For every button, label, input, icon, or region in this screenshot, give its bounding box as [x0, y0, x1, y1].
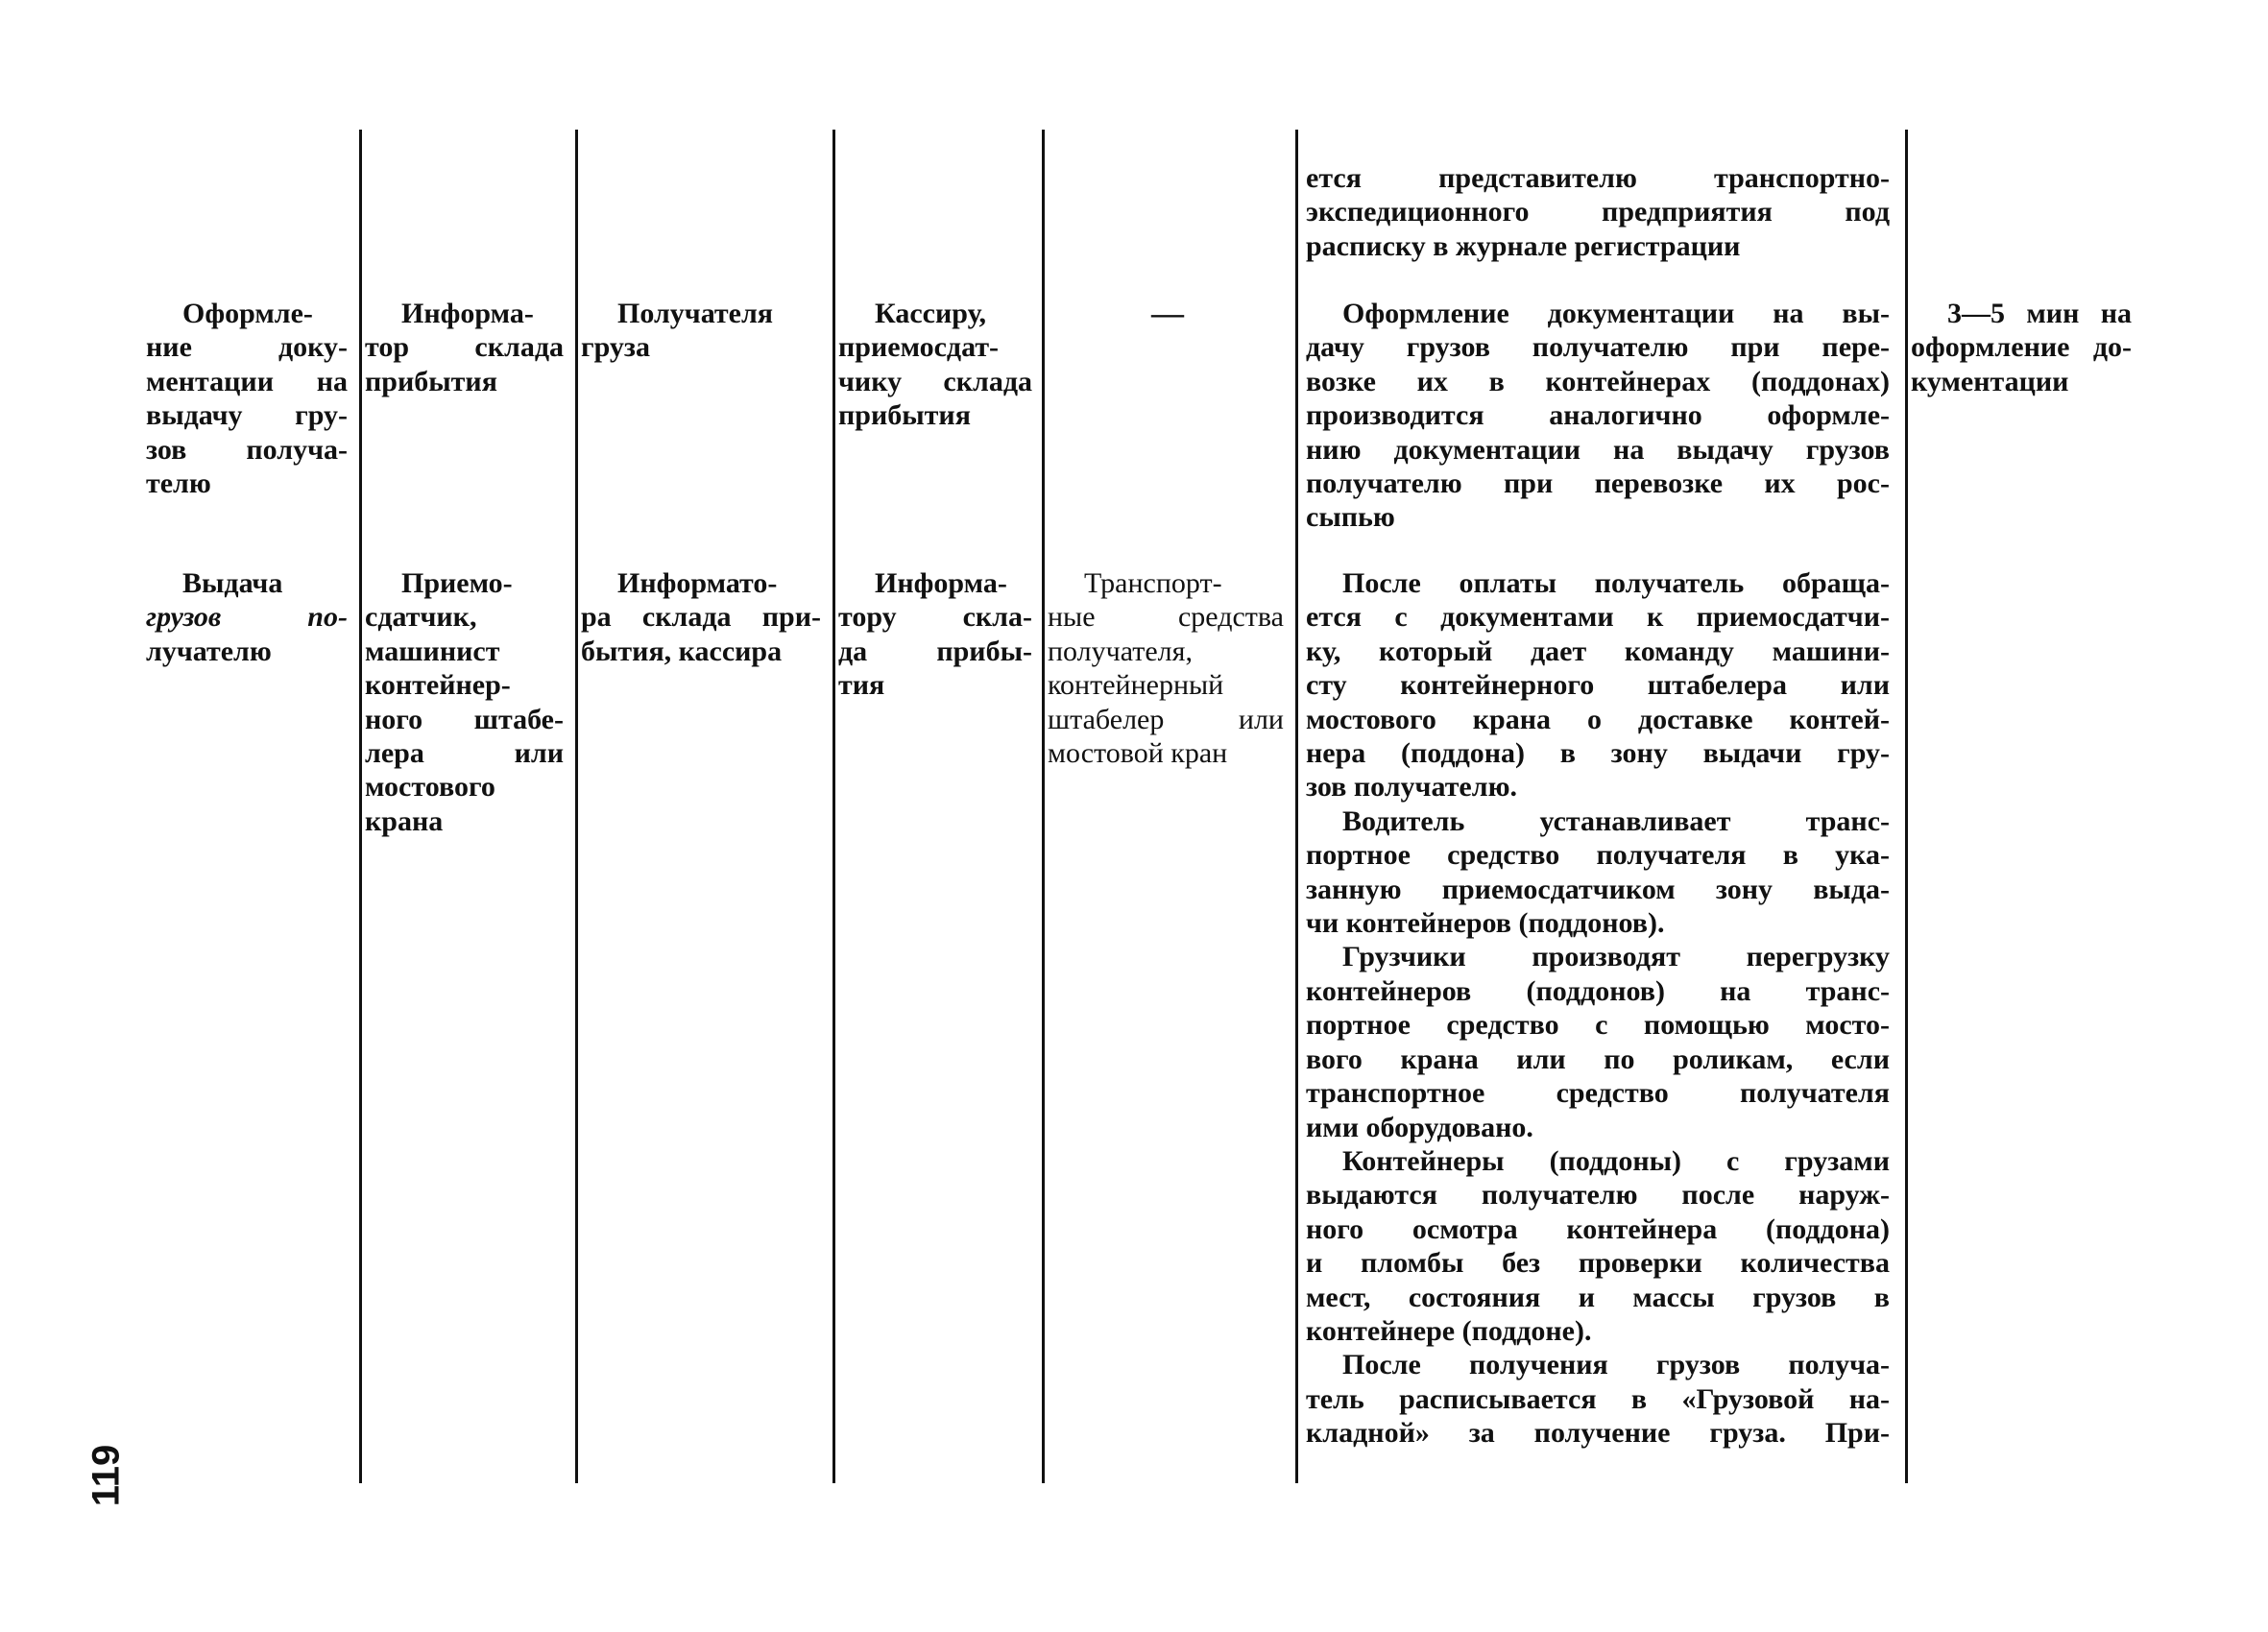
text-line: Оформление документации на вы-	[1342, 298, 1890, 329]
column-divider	[1295, 130, 1298, 1483]
text-line: дачу грузов получателю при пере-	[1306, 331, 1890, 364]
text-line: ется с документами к приемосдатчи-	[1306, 601, 1890, 634]
row1-executor	[365, 297, 564, 398]
text-line: ку, который дает команду машини-	[1306, 635, 1890, 667]
text-line: и пломбы без проверки количества	[1306, 1247, 1890, 1280]
text-line: контейнер-	[365, 669, 511, 702]
continuation-text	[1306, 161, 1890, 263]
text-line: зов получателю.	[1306, 771, 1518, 804]
text-line: портное средство с помощью мосто-	[1306, 1009, 1890, 1042]
text-line: тору скла-	[838, 601, 1032, 634]
text-line: крана	[365, 804, 444, 837]
text-line: машинист	[365, 635, 500, 667]
row2-document-from	[581, 566, 821, 668]
text-line: 3—5 мин на	[1947, 298, 2132, 329]
text-line: нера (поддона) в зону выдачи гру-	[1306, 737, 1890, 770]
text-line: получателя,	[1048, 635, 1193, 667]
row2-equipment	[1048, 566, 1284, 770]
text-line: Грузчики производят перегрузку	[1342, 941, 1890, 973]
text-line: экспедиционного предприятия под	[1306, 196, 1890, 228]
text-line: нию документации на выдачу грузов	[1306, 433, 1890, 466]
text-line: чику склада	[838, 365, 1032, 397]
text-line: вого крана или по роликам, если	[1306, 1043, 1890, 1075]
text-line: сыпью	[1306, 501, 1395, 534]
text-line: штабелер или	[1048, 703, 1284, 735]
row1-description	[1306, 297, 1890, 535]
text-line: Информа-	[875, 567, 1007, 599]
column-divider	[832, 130, 835, 1483]
description-paragraph	[1306, 1144, 1890, 1348]
description-paragraph	[1306, 804, 1890, 941]
text-line: Кассиру,	[875, 298, 987, 329]
row2-operation	[146, 566, 348, 668]
text-line: тель расписывается в «Грузовой на-	[1306, 1382, 1890, 1415]
text-line: тор склада	[365, 331, 564, 364]
text-line: ется представителю транспортно-	[1306, 162, 1890, 194]
text-line: ра склада при-	[581, 601, 821, 634]
text-line: возке их в контейнерах (поддонах)	[1306, 365, 1890, 397]
text-line: выдаются получателю после наруж-	[1306, 1179, 1890, 1212]
text-line: телю	[146, 468, 211, 500]
text-line: контейнеров (поддонов) на транс-	[1306, 974, 1890, 1007]
text-line: мостовой кран	[1048, 737, 1228, 770]
text-line: тия	[838, 669, 885, 702]
text-line: мостового крана о доставке контей-	[1306, 703, 1890, 735]
text-line: Приемо-	[401, 567, 513, 599]
text-line: получателю при перевозке их рос-	[1306, 468, 1890, 500]
text-line: Транспорт-	[1084, 567, 1222, 599]
text-line: Контейнеры (поддоны) с грузами	[1342, 1144, 1890, 1177]
text-line: прибытия	[838, 399, 971, 432]
row2-description	[1306, 566, 1890, 1451]
text-line: лучателю	[146, 635, 272, 667]
row1-document-from	[581, 297, 821, 365]
text-line: чи контейнеров (поддонов).	[1306, 907, 1665, 940]
row2-document-to	[838, 566, 1032, 703]
text-line: прибытия	[365, 365, 497, 397]
description-paragraph	[1306, 1348, 1890, 1450]
text-line: расписку в журнале регистрации	[1306, 229, 1741, 262]
text-line: зов получа-	[146, 433, 348, 466]
text-line: Выдача	[182, 567, 283, 599]
text-line: контейнере (поддоне).	[1306, 1314, 1592, 1347]
text-line: ние доку-	[146, 331, 348, 364]
text-line: портное средство получателя в ука-	[1306, 839, 1890, 872]
text-line: ментации на	[146, 365, 348, 397]
text-line: занную приемосдатчиком зону выда-	[1306, 873, 1890, 905]
text-line: Оформле-	[182, 298, 313, 329]
text-line: мостового	[365, 771, 495, 804]
row1-operation	[146, 297, 348, 500]
text-line: грузов по-	[146, 601, 348, 634]
text-line: ного штабе-	[365, 703, 564, 735]
text-line: После получения грузов получа-	[1342, 1349, 1890, 1381]
column-divider	[359, 130, 362, 1483]
page-number: 119	[84, 1444, 128, 1507]
text-line: Информато-	[617, 567, 778, 599]
text-line: ного осмотра контейнера (поддона)	[1306, 1212, 1890, 1245]
row1-equipment: —	[1151, 296, 1184, 331]
column-divider	[1042, 130, 1045, 1483]
text-line: ные средства	[1048, 601, 1284, 634]
text-line: мест, состояния и массы грузов в	[1306, 1281, 1890, 1313]
text-line: Информа-	[401, 298, 534, 329]
text-line: производится аналогично оформле-	[1306, 399, 1890, 432]
text-line: ими оборудовано.	[1306, 1111, 1533, 1143]
text-line: выдачу гру-	[146, 399, 348, 432]
text-line: сту контейнерного штабелера или	[1306, 669, 1890, 702]
row1-document-to	[838, 297, 1032, 433]
text-line: приемосдат-	[838, 331, 1000, 364]
text-line: Получателя	[617, 298, 774, 329]
text-line: да прибы-	[838, 635, 1032, 667]
text-line: лера или	[365, 737, 564, 770]
row2-executor	[365, 566, 564, 838]
description-paragraph	[1306, 566, 1890, 804]
text-line: контейнерный	[1048, 669, 1224, 702]
text-line: оформление до-	[1911, 331, 2132, 364]
text-line: транспортное средство получателя	[1306, 1077, 1890, 1110]
text-line: После оплаты получатель обраща-	[1342, 567, 1890, 599]
text-line: сдатчик,	[365, 601, 477, 634]
row1-time	[1911, 297, 2132, 398]
text-line: кладной» за получение груза. При-	[1306, 1417, 1890, 1450]
text-line: бытия, кассира	[581, 635, 783, 667]
text-line: груза	[581, 331, 650, 364]
column-divider	[575, 130, 578, 1483]
column-divider	[1905, 130, 1908, 1483]
text-line: Водитель устанавливает транс-	[1342, 804, 1890, 837]
description-paragraph	[1306, 940, 1890, 1143]
text-line: кументации	[1911, 365, 2069, 397]
